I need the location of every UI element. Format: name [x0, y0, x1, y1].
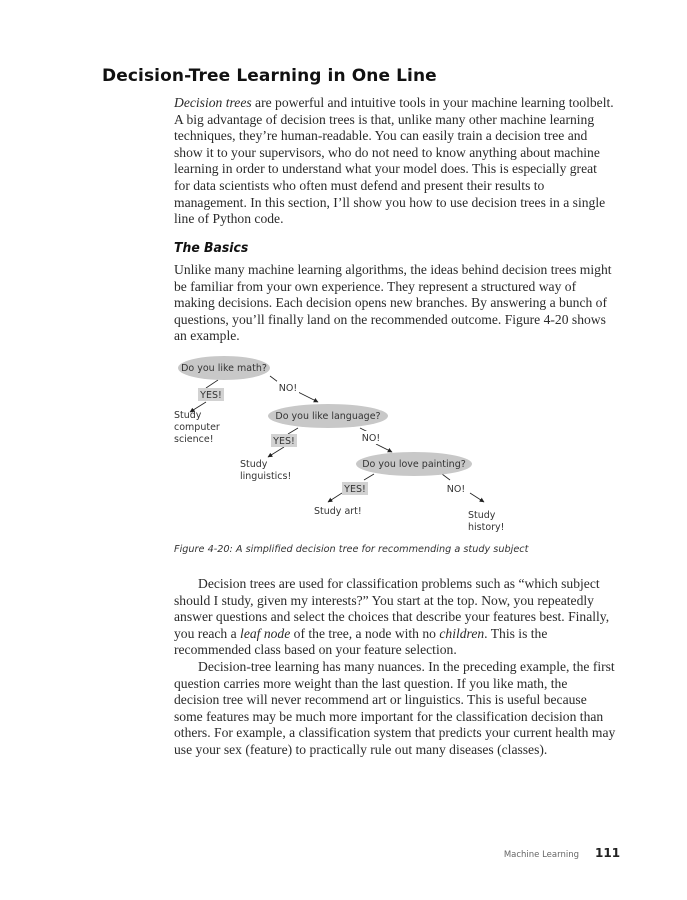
term-children: children — [439, 625, 485, 641]
subsection-title: The Basics — [174, 240, 249, 256]
discussion-paragraph-2: Decision-tree learning has many nuances. In the preceding example, the first question carries more weight than the last question. If you like math, the decision tree will never recommend art or linguistics. This is useful because some features may be much more important for the classification decision than others. For example, a classification system that predicts your current health may use your sex (feature) to practically rule out many diseases (classes). — [174, 659, 616, 757]
intro-lead-term: Decision trees — [174, 95, 252, 110]
node-q3-label: Do you love painting? — [362, 459, 466, 470]
edge-q3-yes — [364, 474, 374, 480]
edge-q1-yes — [206, 380, 218, 388]
discussion-text-b: of the tree, a node with no — [290, 625, 440, 641]
intro-text: are powerful and intuitive tools in your machine learning toolbelt. A big advantage of decision trees is that, unlike many other machine learning techniques, they’re human-readable. You can easily train a decision tree and show it to your supervisors, who do not need to know anything about machine learning in order to understand what your model does. This is especially great for data scientists who often must defend and present their results to management. In this section, I’ll show you how to use decision trees in a single line of Python code. — [174, 95, 614, 227]
discussion-text-c: . This is the recommended class based on your feature selection. — [174, 625, 548, 658]
term-leaf-node: leaf node — [240, 625, 291, 641]
discussion-text-a: Decision trees are used for classification problems such as “which subject should I study, given my interests?” You start at the top. Now, you repeatedly answer questions and select the choices that describe your features best. Finally, you reach a — [174, 576, 610, 641]
edge-q2-yes — [288, 428, 298, 434]
answer-q2-yes: YES! — [273, 436, 295, 447]
edge-q3-yes-leaf — [328, 493, 342, 502]
discussion-paragraph-1 — [174, 576, 616, 659]
edge-q1-no — [270, 376, 278, 382]
edge-q3-no — [442, 474, 450, 480]
answer-q1-no: NO! — [278, 383, 298, 394]
node-q2-label: Do you like language? — [275, 411, 381, 422]
answer-q3-no: NO! — [446, 484, 466, 495]
running-footer: Machine Learning — [503, 850, 579, 860]
leaf-art: Study art! — [314, 506, 362, 517]
answer-q2-no: NO! — [361, 433, 381, 444]
answer-q3-yes: YES! — [344, 484, 366, 495]
page-number: 111 — [595, 846, 621, 860]
decision-tree-figure — [170, 352, 520, 537]
leaf-linguistics: Study linguistics! — [240, 459, 292, 482]
leaf-computer-science: Study computer science! — [174, 410, 220, 445]
answer-q1-yes: YES! — [200, 390, 222, 401]
leaf-history: Study history! — [468, 510, 505, 533]
edge-q2-yes-leaf — [268, 447, 284, 457]
decision-tree-diagram — [170, 352, 520, 537]
edge-q1-no-q2 — [298, 392, 318, 402]
edge-q2-no-q3 — [376, 444, 392, 452]
node-q1-label: Do you like math? — [181, 363, 267, 374]
edge-q3-no-leaf — [470, 493, 484, 502]
section-title: Decision-Tree Learning in One Line — [102, 66, 437, 86]
basics-paragraph: Unlike many machine learning algorithms, the ideas behind decision trees might be familiar from your own experience. They represent a structured way of making decisions. Each decision opens new branches. By answering a bunch of questions, you’ll finally land on the recommended outcome. Figure 4-20 shows an example. — [174, 262, 612, 344]
figure-caption: Figure 4-20: A simplified decision tree for recommending a study subject — [174, 544, 529, 555]
intro-paragraph — [174, 95, 616, 228]
